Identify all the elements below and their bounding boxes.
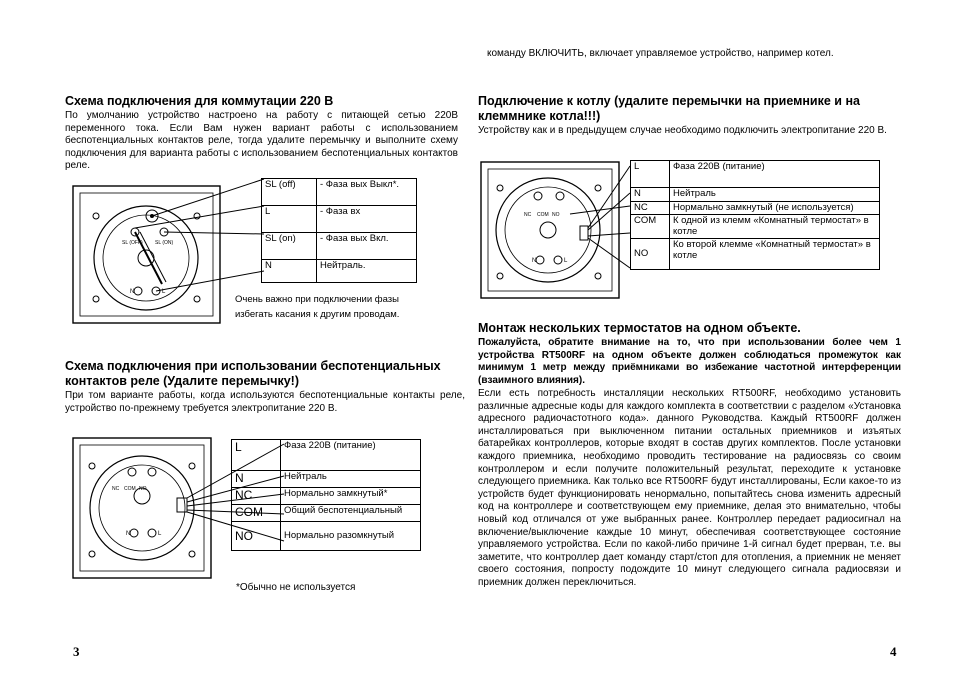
wiring-diagram-boiler: [480, 158, 630, 303]
board-label-no: NO: [139, 486, 147, 492]
section4-title: Монтаж нескольких термостатов на одном объекте.: [478, 321, 801, 335]
table-row: COM Общий беспотенциальный: [232, 505, 421, 522]
section3-body: Устройству как и в предыдущем случае необходимо подключить электропитание 220 В.: [478, 125, 887, 136]
table-row: N Нейтраль.: [262, 260, 417, 283]
section2-title: Схема подключения при использовании беспотенциальных контактов реле (Удалите перемычку!): [65, 359, 441, 388]
board-label-n: N: [130, 289, 135, 295]
phase-warning-note: Очень важно при подключении фазы избегать касания к другим проводам.: [235, 294, 400, 320]
table-row: N Нейтраль: [232, 471, 421, 488]
board-label-sl-on: SL (ON): [155, 240, 174, 246]
table-row: SL (on) - Фаза вых Вкл.: [262, 233, 417, 260]
board-label-n: N: [126, 531, 131, 537]
board-label-com: COM: [537, 212, 549, 218]
table-row: L Фаза 220В (питание): [232, 440, 421, 471]
section2-body: При том варианте работы, когда используются беспотенциальные контакты реле, устройство по-прежнему требуется электропитание 220 В.: [65, 390, 465, 414]
table-row: NC Нормально замкнутый (не используется): [631, 201, 880, 215]
board-label-nc: NC: [112, 486, 120, 492]
board-label-nc: NC: [524, 212, 532, 218]
continued-text-line: команду ВКЛЮЧИТЬ, включает управляемое устройство, например котел.: [487, 48, 834, 59]
terminal-table-dry-contacts: [231, 439, 421, 551]
table-row: L - Фаза вх: [262, 206, 417, 233]
section4-body: Если есть потребность инсталляции нескольких RT500RF, необходимо установить различные адресные коды для каждого комплекта в соответствии с разделом «Установка адресного радиочастотного кода». данного Руководства. Каждый RT500RF должен инсталлироваться при выключенном питании остальных приемников и изъятых батарейках контроллеров, которые входят в состав других комплектов. После установки каждого приемника, необходимо проводить тестирование на радиосвязь со своим контроллером и если получите положительный результат, переходите к установке следующего приемника. Как только все RT500RF будут инсталлированы, Если какое-то из устройств будет функционировать ненормально, попытайтесь снова изменить адресный код на контроллере и соответствующем ему приемнике, делая это внимательно, чтобы новый код отличался от уже выбранных ранее. Контроллер передает радиосигнал на включение/выключение каждые 10 минут, обеспечивая соответствующее состояние управляемого устройства. Если по какой-либо причине 1-й сигнал будет прерван, т.е. вы заметите, что контроллер дает команду старт/стоп для отопления, а приемник не меняет своего состояния, попросту подождите 10 минут следующего сигнала радиосвязи и приемник должен переключиться.: [478, 388, 901, 588]
page-number-right: 4: [890, 644, 897, 659]
board-label-no: NO: [552, 212, 560, 218]
table-row: NO Нормально разомкнутый: [232, 522, 421, 551]
page-number-left: 3: [73, 644, 80, 659]
table-row: NO Ко второй клемме «Комнатный термостат» в котле: [631, 239, 880, 270]
table-row: N Нейтраль: [631, 188, 880, 202]
terminal-table-boiler: [630, 160, 880, 270]
section1-title: Схема подключения для коммутации 220 В: [65, 94, 334, 108]
section4-warning: Пожалуйста, обратите внимание на то, что при использовании более чем 1 устройства RT500RF на одном объекте должен соблюдаться промежуток как минимум 1 метр между приёмниками во избежание частотной интерференции (взаимного влияния).: [478, 337, 901, 386]
section1-body: По умолчанию устройство настроено на работу с питающей сетью 220В переменного тока. Если Вам нужен вариант работы с использованием беспотенциальных контактов реле, тогда удалите перемычку и выполните схему подключения для варианта работы с использованием беспотенциальных контактов реле.: [65, 110, 458, 172]
board-label-l: L: [158, 531, 162, 537]
table-row: COM К одной из клемм «Комнатный термостат» в котле: [631, 215, 880, 239]
table-row: NC Нормально замкнутый*: [232, 488, 421, 505]
terminal-table-220v: [261, 178, 417, 283]
board-label-n: N: [532, 258, 537, 264]
board-label-l: L: [564, 258, 568, 264]
board-label-com: COM: [124, 486, 136, 492]
table-row: SL (off) - Фаза вых Выкл*.: [262, 179, 417, 206]
section3-title: Подключение к котлу (удалите перемычки на приемнике и на клеммнике котла!!!): [478, 94, 860, 123]
table-row: L Фаза 220В (питание): [631, 161, 880, 188]
board-label-l: L: [162, 289, 166, 295]
footnote: *Обычно не используется: [236, 582, 356, 593]
board-label-sl-off: SL (OFF): [122, 240, 143, 246]
